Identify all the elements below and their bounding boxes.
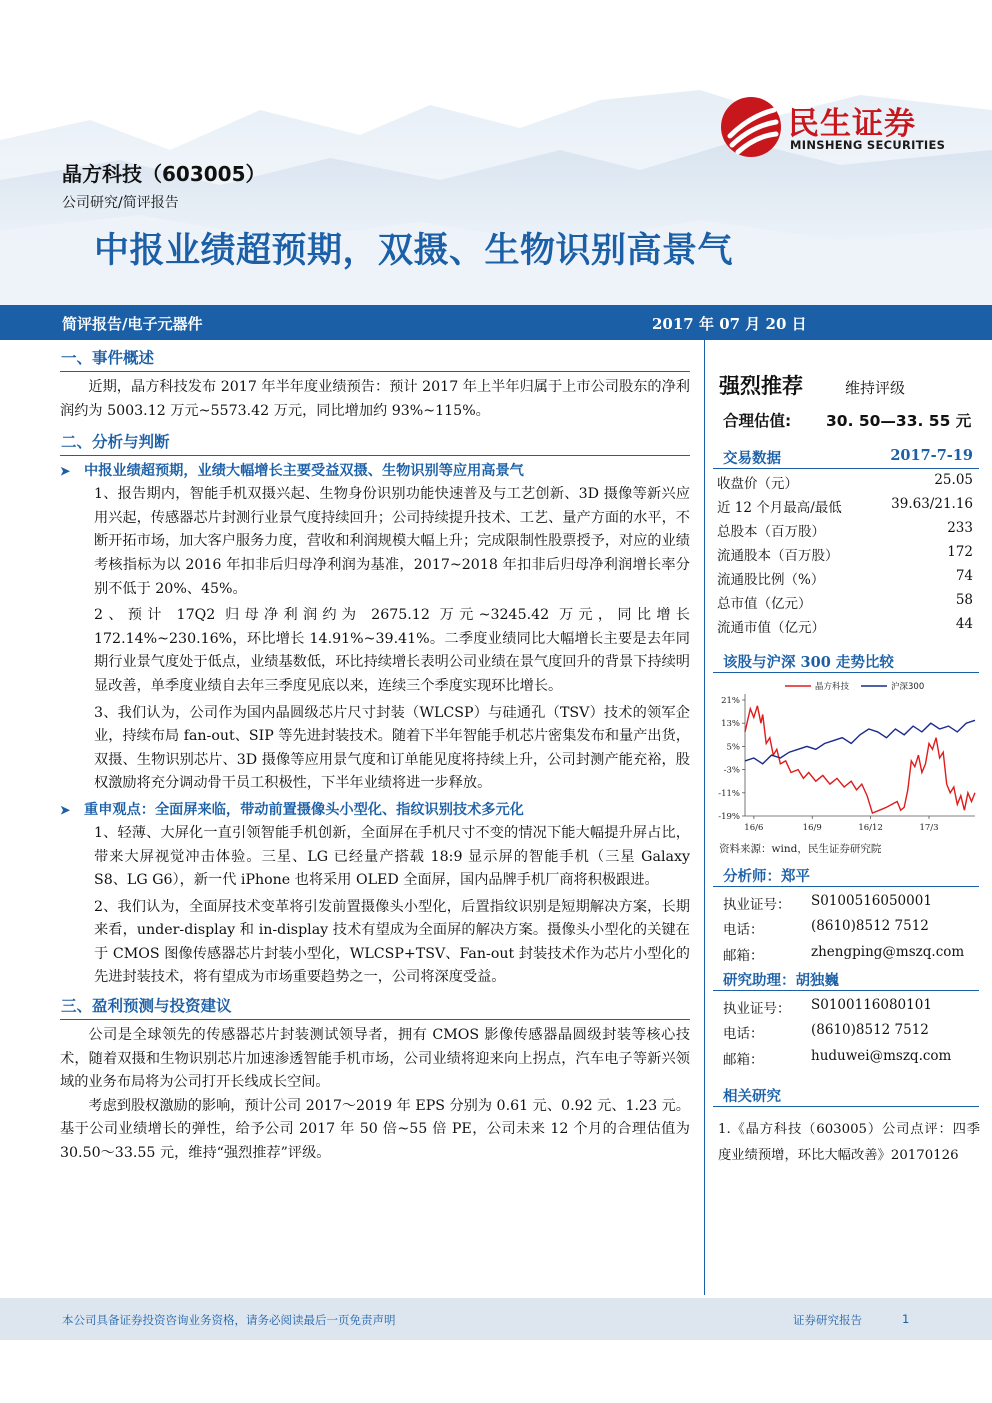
related-research-title: 相关研究 bbox=[723, 1088, 781, 1105]
chart-y-tick-label: 21% bbox=[721, 696, 740, 706]
brand-name-cn: 民生证券 bbox=[788, 106, 916, 142]
subheading-text: 中报业绩超预期，业绩大幅增长主要受益双摄、生物识别等应用高景气 bbox=[84, 463, 524, 480]
chart-x-tick-label: 16/12 bbox=[858, 823, 883, 833]
chart-y-tick-label: -19% bbox=[718, 812, 740, 822]
chart-legend-label: 晶方科技 bbox=[815, 682, 850, 692]
trade-key: 总市值（亿元） bbox=[717, 596, 812, 612]
analyst-row bbox=[713, 916, 979, 940]
trade-data-header bbox=[713, 445, 979, 469]
info-value: S0100116080101 bbox=[811, 997, 932, 1013]
analyst-row bbox=[713, 942, 979, 966]
assistant-title: 研究助理：胡独巍 bbox=[723, 972, 839, 989]
info-key: 邮箱： bbox=[723, 948, 764, 964]
trade-value: 172 bbox=[947, 544, 973, 560]
chart-y-tick-label: -3% bbox=[723, 765, 740, 776]
trade-row bbox=[713, 590, 979, 614]
info-value: (8610)8512 7512 bbox=[811, 1022, 929, 1038]
chart-y-tick-label: 5% bbox=[726, 742, 740, 753]
related-research-item[interactable]: 1.《晶方科技（603005）公司点评：四季度业绩预增，环比大幅改善》20170126 bbox=[718, 1122, 980, 1163]
subheading-text: 重申观点：全面屏来临，带动前置摄像头小型化、指纹识别技术多元化 bbox=[84, 801, 524, 818]
trade-key: 近 12 个月最高/最低 bbox=[717, 500, 842, 516]
rating-note: 维持评级 bbox=[845, 379, 906, 397]
analysis-item-1: 1、报告期内，智能手机双摄兴起、生物身份识别功能快速普及与工艺创新、3D 摄像等新兴应用兴起，传感器芯片封测行业景气度持续回升；公司持续提升技术、工艺、量产方面的水平，不断开拓市场，加大客户服务力度，营收和利润规模大幅上升；完成限制性股票授予，对应的业绩考核指标为以 2016 年扣非后归母净利润为基准，2017~2018 年扣非后归母净利润增长率分别不低于 20%、45%。 bbox=[94, 486, 690, 597]
chart-y-tick-label: -11% bbox=[718, 788, 740, 799]
chart-x-tick-label: 16/6 bbox=[744, 823, 764, 833]
main-content bbox=[60, 345, 690, 1166]
report-date: 2017 年 07 月 20 日 bbox=[652, 315, 807, 333]
valuation-value: 30. 50—33. 55 元 bbox=[826, 412, 972, 430]
trade-value: 25.05 bbox=[934, 472, 973, 488]
related-research-header bbox=[713, 1083, 979, 1107]
trade-key: 收盘价（元） bbox=[717, 476, 798, 492]
forecast-paragraph-1: 公司是全球领先的传感器芯片封装测试领导者，拥有 CMOS 影像传感器晶圆级封装等核心技术，随着双摄和生物识别芯片加速渗透智能手机市场，公司业绩将迎来向上拐点，汽车电子等新兴领域的业务布局将为公司打开长线成长空间。 bbox=[60, 1027, 690, 1091]
chart-x-tick-label: 17/3 bbox=[919, 823, 939, 833]
info-value: S0100516050001 bbox=[811, 893, 932, 909]
info-value[interactable]: huduwei@mszq.com bbox=[811, 1048, 952, 1064]
valuation-label: 合理估值: bbox=[723, 412, 792, 430]
document-type: 公司研究/简评报告 bbox=[62, 195, 179, 211]
trade-key: 流通股比例（%） bbox=[717, 572, 825, 588]
trade-row bbox=[713, 614, 979, 638]
assistant-row bbox=[713, 1020, 979, 1044]
column-divider bbox=[704, 340, 705, 1295]
trade-row bbox=[713, 566, 979, 590]
brand-logo bbox=[720, 96, 970, 158]
chart-header bbox=[713, 649, 979, 673]
analysis-item-2: 2、预计 17Q2 归母净利润约为 2675.12 万元~3245.42 万元，同比增长 172.14%~230.16%，环比增长 14.91%~39.41%。二季度业绩同比大幅增长主要是去年同期行业景气度处于低点，业绩基数低，环比持续增长表明公司业绩在景气度回升的背景下持续明显改善，单季度业绩自去年三季度见底以来，连续三个季度实现环比增长。 bbox=[94, 607, 690, 694]
trade-data-title: 交易数据 bbox=[723, 450, 781, 467]
trade-row bbox=[713, 494, 979, 518]
info-key: 邮箱： bbox=[723, 1052, 764, 1068]
analysis-item-4: 1、轻薄、大屏化一直引领智能手机创新，全面屏在手机尺寸不变的情况下能大幅提升屏占比，带来大屏视觉冲击体验。三星、LG 已经量产搭载 18:9 显示屏的智能手机（三星 Galaxy S8、LG G6），新一代 iPhone 也将采用 OLED 全面屏，国内品牌手机厂商将积极跟进。 bbox=[94, 824, 690, 889]
analyst-row bbox=[713, 891, 979, 915]
chart-x-tick-label: 16/9 bbox=[802, 823, 822, 833]
report-header bbox=[0, 0, 992, 305]
footer-report-type: 证券研究报告 bbox=[793, 1313, 862, 1327]
chart-legend-label: 沪深300 bbox=[891, 682, 925, 692]
category-bar bbox=[0, 305, 992, 340]
chart-series-line-0 bbox=[745, 706, 975, 813]
analyst-title: 分析师：郑平 bbox=[723, 868, 810, 885]
section-title-event: 一、事件概述 bbox=[60, 345, 690, 372]
analysis-item-5: 2、我们认为，全面屏技术变革将引发前置摄像头小型化，后置指纹识别是短期解决方案，长期来看，under-display 和 in-display 技术有望成为全面屏的解决方案。摄像头小型化的关键在于 CMOS 图像传感器芯片封装小型化，WLCSP+TSV、Fan-out 封装技术作为芯片小型化的先进封装技术，将有望成为市场重要趋势之一，公司将深度受益。 bbox=[94, 898, 690, 986]
trade-value: 39.63/21.16 bbox=[891, 496, 973, 512]
trade-key: 流通股本（百万股） bbox=[717, 548, 839, 564]
company-title: 晶方科技（603005） bbox=[62, 162, 266, 186]
trade-row bbox=[713, 542, 979, 566]
subheading-interim-results bbox=[60, 460, 690, 483]
arrow-bullet-icon: ➤ bbox=[60, 464, 71, 479]
trade-row bbox=[713, 518, 979, 542]
chart-y-tick-label: 13% bbox=[721, 719, 740, 730]
trade-value: 44 bbox=[955, 616, 973, 632]
trade-key: 总股本（百万股） bbox=[717, 524, 825, 540]
trade-key: 流通市值（亿元） bbox=[717, 620, 825, 636]
brand-name-en: MINSHENG SECURITIES bbox=[790, 138, 946, 152]
info-key: 执业证号： bbox=[723, 1001, 791, 1017]
analyst-header bbox=[713, 863, 979, 887]
chart-source: 资料来源：wind，民生证券研究院 bbox=[719, 843, 882, 855]
rating: 强烈推荐 bbox=[719, 374, 803, 398]
info-value: (8610)8512 7512 bbox=[811, 918, 929, 934]
info-key: 电话： bbox=[723, 1026, 764, 1042]
price-trend-chart bbox=[713, 678, 979, 833]
trade-data-date: 2017-7-19 bbox=[890, 447, 973, 464]
event-paragraph: 近期，晶方科技发布 2017 年半年度业绩预告：预计 2017 年上半年归属于上市公司股东的净利润约为 5003.12 万元~5573.42 万元，同比增加约 93%~115%。 bbox=[60, 379, 690, 419]
info-value[interactable]: zhengping@mszq.com bbox=[811, 944, 965, 960]
assistant-header bbox=[713, 967, 979, 991]
section-title-forecast: 三、盈利预测与投资建议 bbox=[60, 993, 690, 1020]
section-title-analysis: 二、分析与判断 bbox=[60, 429, 690, 456]
info-key: 执业证号： bbox=[723, 897, 791, 913]
info-key: 电话： bbox=[723, 922, 764, 938]
trade-row bbox=[713, 470, 979, 494]
report-headline: 中报业绩超预期，双摄、生物识别高景气 bbox=[94, 231, 734, 271]
trade-value: 233 bbox=[947, 520, 973, 536]
arrow-bullet-icon: ➤ bbox=[60, 802, 71, 817]
page-number: 1 bbox=[902, 1312, 910, 1326]
page-footer bbox=[0, 1298, 992, 1340]
forecast-paragraph-2: 考虑到股权激励的影响，预计公司 2017～2019 年 EPS 分别为 0.61 元、0.92 元、1.23 元。基于公司业绩增长的弹性，给予公司 2017 年 50 倍~55 倍 PE，公司未来 12 个月的合理估值为 30.50～33.55 元，维持“强烈推荐”评级。 bbox=[60, 1097, 690, 1162]
trade-value: 74 bbox=[955, 568, 973, 584]
subheading-full-screen bbox=[60, 799, 690, 822]
footer-disclaimer: 本公司具备证券投资咨询业务资格，请务必阅读最后一页免责声明 bbox=[62, 1313, 396, 1327]
trade-value: 58 bbox=[955, 592, 973, 608]
analysis-item-3: 3、我们认为，公司作为国内晶圆级芯片尺寸封装（WLCSP）与硅通孔（TSV）技术的领军企业，持续布局 fan-out、SIP 等先进封装技术。随着下半年智能手机芯片密集发布和量产出货，双摄、生物识别芯片、3D 摄像等应用景气度和订单能见度将持续上升，公司封测产能充裕，股权激励将充分调动骨干员工积极性，下半年业绩将进一步释放。 bbox=[94, 704, 690, 792]
assistant-row bbox=[713, 995, 979, 1019]
price-trend-chart-svg bbox=[713, 678, 979, 838]
report-category: 简评报告/电子元器件 bbox=[62, 315, 203, 333]
assistant-row bbox=[713, 1046, 979, 1070]
chart-title: 该股与沪深 300 走势比较 bbox=[723, 654, 894, 671]
brand-logo-icon bbox=[720, 96, 782, 158]
